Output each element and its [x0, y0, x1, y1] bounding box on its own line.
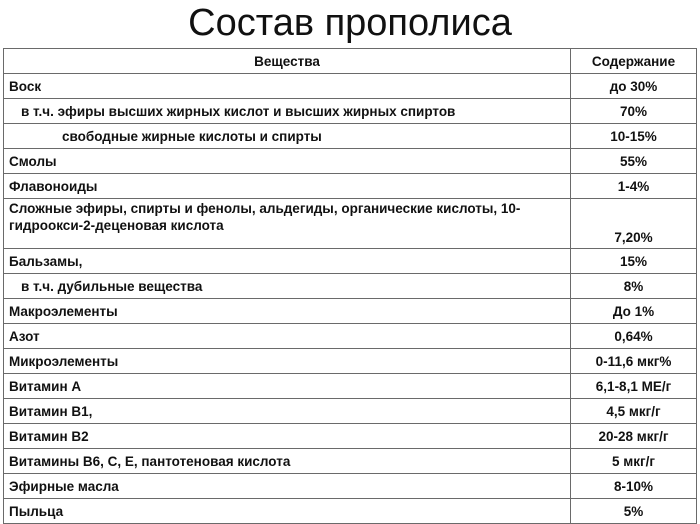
substance-cell: Смолы	[4, 149, 571, 174]
column-header-substances: Вещества	[4, 49, 571, 74]
column-header-content: Содержание	[571, 49, 697, 74]
content-cell: 6,1-8,1 МЕ/г	[571, 374, 697, 399]
substance-cell: Пыльца	[4, 499, 571, 524]
content-cell: до 30%	[571, 74, 697, 99]
substance-cell: свободные жирные кислоты и спирты	[4, 124, 571, 149]
substance-cell: Витамин А	[4, 374, 571, 399]
table-row	[4, 424, 697, 449]
table-row	[4, 349, 697, 374]
table-row	[4, 324, 697, 349]
table-row	[4, 249, 697, 274]
table-row	[4, 299, 697, 324]
table-row	[4, 499, 697, 524]
content-cell: 7,20%	[571, 199, 697, 249]
content-cell: До 1%	[571, 299, 697, 324]
page-title: Состав прополиса	[188, 2, 512, 44]
content-cell: 5%	[571, 499, 697, 524]
substance-cell: Сложные эфиры, спирты и фенолы, альдегиды, органические кислоты, 10-гидроокси-2-деценовая кислота	[4, 199, 571, 249]
table-row	[4, 99, 697, 124]
substance-cell: Эфирные масла	[4, 474, 571, 499]
content-cell: 0,64%	[571, 324, 697, 349]
content-cell: 15%	[571, 249, 697, 274]
content-cell: 0-11,6 мкг%	[571, 349, 697, 374]
composition-table	[3, 48, 697, 524]
table-row	[4, 174, 697, 199]
content-cell: 55%	[571, 149, 697, 174]
table-header-row	[4, 49, 697, 74]
table-row	[4, 149, 697, 174]
substance-cell: Воск	[4, 74, 571, 99]
substance-cell: Витамин В1,	[4, 399, 571, 424]
table-row	[4, 274, 697, 299]
substance-cell: Витамин В2	[4, 424, 571, 449]
content-cell: 70%	[571, 99, 697, 124]
table-row	[4, 124, 697, 149]
table-row	[4, 74, 697, 99]
content-cell: 1-4%	[571, 174, 697, 199]
content-cell: 5 мкг/г	[571, 449, 697, 474]
table-row	[4, 474, 697, 499]
content-cell: 4,5 мкг/г	[571, 399, 697, 424]
substance-cell: Макроэлементы	[4, 299, 571, 324]
table-row	[4, 399, 697, 424]
content-cell: 10-15%	[571, 124, 697, 149]
table-row	[4, 449, 697, 474]
substance-cell: Витамины В6, С, Е, пантотеновая кислота	[4, 449, 571, 474]
table-row	[4, 199, 697, 249]
substance-cell: Флавоноиды	[4, 174, 571, 199]
substance-cell: Бальзамы,	[4, 249, 571, 274]
substance-cell: в т.ч. дубильные вещества	[4, 274, 571, 299]
table-row	[4, 374, 697, 399]
content-cell: 20-28 мкг/г	[571, 424, 697, 449]
content-cell: 8-10%	[571, 474, 697, 499]
substance-cell: в т.ч. эфиры высших жирных кислот и высших жирных спиртов	[4, 99, 571, 124]
substance-cell: Азот	[4, 324, 571, 349]
substance-cell: Микроэлементы	[4, 349, 571, 374]
content-cell: 8%	[571, 274, 697, 299]
